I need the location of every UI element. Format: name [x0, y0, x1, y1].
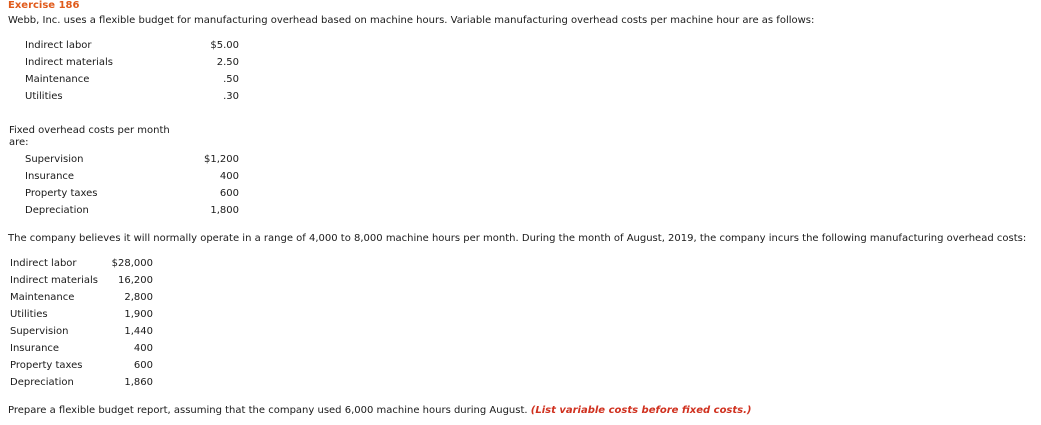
cost-label: Insurance — [25, 171, 75, 182]
intro-paragraph: Webb, Inc. uses a flexible budget for manufacturing overhead based on machine hours. Variable manufacturing overhead costs per machine hour are as follows: — [8, 15, 815, 26]
cost-value: 16,200 — [118, 275, 153, 286]
prompt-emphasis: (List variable costs before fixed costs.) — [530, 405, 752, 416]
cost-value: $28,000 — [111, 258, 153, 269]
cost-label: Supervision — [10, 326, 69, 337]
cost-label: Insurance — [10, 343, 60, 354]
cost-value: 600 — [219, 188, 239, 199]
fixed-intro-line2: are: — [9, 137, 29, 148]
cost-value: $1,200 — [204, 154, 239, 165]
cost-label: Indirect materials — [10, 275, 99, 286]
cost-label: Indirect labor — [25, 40, 92, 51]
cost-label: Property taxes — [10, 360, 83, 371]
fixed-costs-table — [25, 154, 245, 224]
cost-label: Property taxes — [25, 188, 98, 199]
cost-label: Depreciation — [10, 377, 74, 388]
prompt-paragraph — [8, 405, 752, 416]
cost-label: Utilities — [10, 309, 48, 320]
cost-value: 400 — [219, 171, 239, 182]
cost-value: .30 — [223, 91, 239, 102]
cost-value: 1,900 — [124, 309, 153, 320]
cost-label: Indirect materials — [25, 57, 114, 68]
exercise-title: Exercise 186 — [8, 0, 80, 11]
cost-value: 1,440 — [124, 326, 153, 337]
cost-value: 600 — [133, 360, 153, 371]
actual-costs-table — [10, 258, 160, 398]
cost-value: 1,800 — [210, 205, 239, 216]
cost-value: .50 — [223, 74, 239, 85]
cost-label: Indirect labor — [10, 258, 77, 269]
range-paragraph: The company believes it will normally operate in a range of 4,000 to 8,000 machine hours per month. During the month of August, 2019, the company incurs the following manufacturing overhead costs: — [8, 233, 1027, 244]
variable-costs-table — [25, 40, 245, 110]
prompt-text: Prepare a flexible budget report, assuming that the company used 6,000 machine hours during August. — [8, 405, 528, 416]
cost-label: Maintenance — [10, 292, 75, 303]
cost-label: Depreciation — [25, 205, 89, 216]
cost-value: 2.50 — [216, 57, 239, 68]
fixed-intro-line1: Fixed overhead costs per month — [9, 125, 170, 136]
cost-value: 400 — [133, 343, 153, 354]
cost-label: Utilities — [25, 91, 63, 102]
cost-value: $5.00 — [210, 40, 239, 51]
cost-value: 2,800 — [124, 292, 153, 303]
cost-value: 1,860 — [124, 377, 153, 388]
cost-label: Supervision — [25, 154, 84, 165]
cost-label: Maintenance — [25, 74, 90, 85]
